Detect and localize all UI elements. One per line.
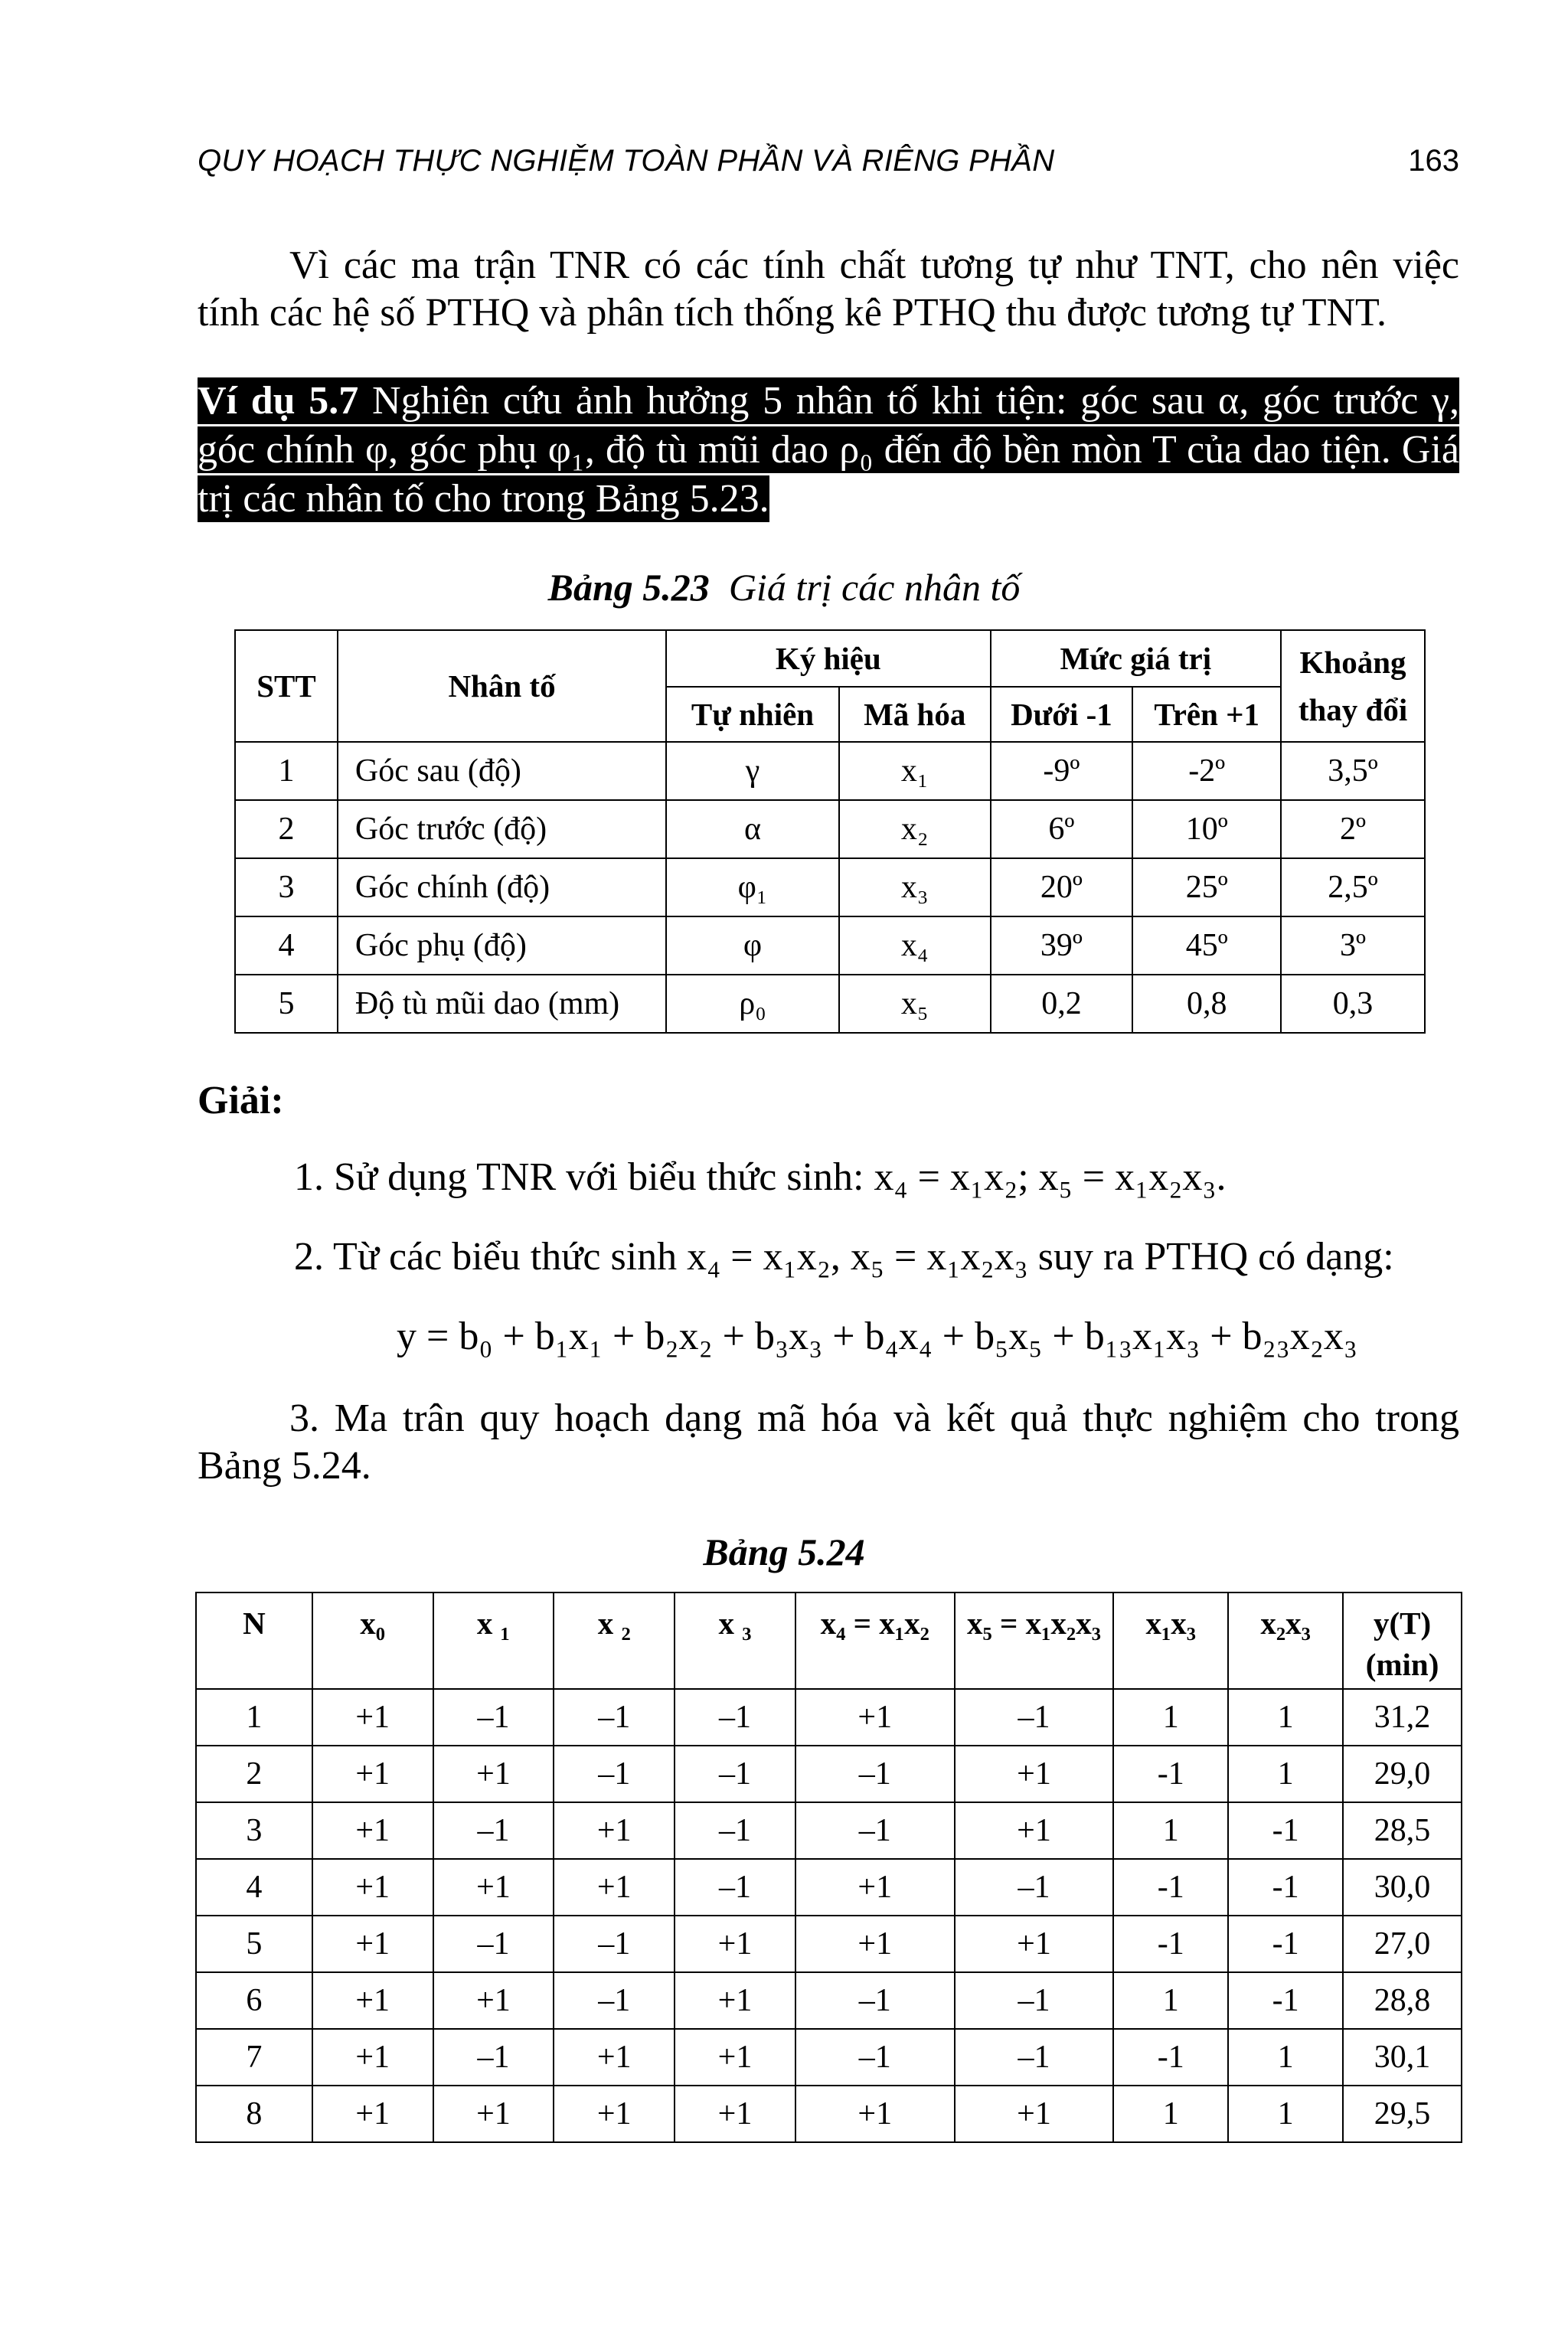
table-cell: 30,1 [1343, 2029, 1462, 2086]
table-cell: 5 [196, 1916, 312, 1972]
header-n: N [196, 1592, 312, 1689]
table-cell: +1 [675, 1972, 795, 2029]
table-cell: +1 [554, 1859, 675, 1916]
table-cell: 3 [196, 1802, 312, 1859]
table-cell: 1 [1228, 1746, 1343, 1802]
table2-caption-label: Bảng 5.24 [703, 1530, 865, 1573]
header-stt: STT [235, 630, 338, 742]
table1-caption [0, 565, 1568, 609]
cell-coded-symbol: x₃ [839, 858, 991, 916]
table-cell: –1 [675, 1802, 795, 1859]
table-cell: 27,0 [1343, 1916, 1462, 1972]
cell-factor-name: Độ tù mũi dao (mm) [338, 975, 666, 1033]
example-paragraph [198, 377, 1459, 524]
table-cell: -1 [1113, 2029, 1228, 2086]
table-cell: –1 [554, 1689, 675, 1746]
header-lower: Dưới -1 [991, 687, 1133, 742]
cell-natural-symbol: γ [666, 742, 839, 800]
table-cell: 6 [196, 1972, 312, 2029]
table-row [235, 858, 1425, 916]
header-natural: Tự nhiên [666, 687, 839, 742]
factor-table [234, 629, 1426, 1034]
table-row [235, 742, 1425, 800]
table-row [196, 1689, 1462, 1746]
table-cell: 8 [196, 2086, 312, 2142]
table-cell: 1 [1113, 1972, 1228, 2029]
table-cell: 1 [1113, 1802, 1228, 1859]
table-cell: +1 [312, 1972, 433, 2029]
table-cell: 1 [1228, 2029, 1343, 2086]
table-row [196, 1802, 1462, 1859]
table-cell: –1 [433, 1802, 554, 1859]
cell-coded-symbol: x₄ [839, 916, 991, 975]
table-row [196, 1746, 1462, 1802]
table-cell: +1 [675, 2029, 795, 2086]
example-text: Nghiên cứu ảnh hưởng 5 nhân tố khi tiện: góc sau α, góc trước γ, góc chính φ, góc phụ φ₁, độ tù mũi dao ρ₀ đến độ bền mòn T của dao tiện. Giá trị các nhân tố cho trong Bảng 5.23. [198, 379, 1459, 521]
cell-factor-name: Góc chính (độ) [338, 858, 666, 916]
cell-natural-symbol: φ₁ [666, 858, 839, 916]
table-cell: -1 [1113, 1916, 1228, 1972]
table-cell: 30,0 [1343, 1859, 1462, 1916]
table-cell: –1 [433, 1916, 554, 1972]
table-cell: +1 [554, 2029, 675, 2086]
cell-coded-symbol: x₁ [839, 742, 991, 800]
cell-factor-name: Góc trước (độ) [338, 800, 666, 858]
cell-lower: 0,2 [991, 975, 1133, 1033]
table-cell: 31,2 [1343, 1689, 1462, 1746]
table-cell: –1 [955, 2029, 1114, 2086]
table-cell: –1 [554, 1746, 675, 1802]
table-cell: +1 [433, 1859, 554, 1916]
cell-coded-symbol: x₂ [839, 800, 991, 858]
table-cell: +1 [795, 1689, 955, 1746]
header-range: Khoảng thay đổi [1281, 630, 1425, 742]
running-header: QUY HOẠCH THỰC NGHIỆM TOÀN PHẦN VÀ RIÊNG PHẦN [198, 144, 1055, 178]
table-cell: -1 [1228, 1972, 1343, 2029]
regression-equation: y = b₀ + b₁x₁ + b₂x₂ + b₃x₃ + b₄x₄ + b₅x₅ + b₁₃x₁x₃ + b₂₃x₂x₃ [397, 1315, 1358, 1358]
cell-range: 3,5º [1281, 742, 1425, 800]
table-cell: 1 [196, 1689, 312, 1746]
cell-stt: 2 [235, 800, 338, 858]
table-cell: +1 [795, 1916, 955, 1972]
table2-caption [0, 1530, 1568, 1574]
table-row [196, 2029, 1462, 2086]
table-row [196, 1972, 1462, 2029]
page-number: 163 [1408, 144, 1459, 178]
table-cell: +1 [554, 2086, 675, 2142]
table-cell: 28,5 [1343, 1802, 1462, 1859]
solution-step-2: 2. Từ các biểu thức sinh x₄ = x₁x₂, x₅ = x₁x₂x₃ suy ra PTHQ có dạng: [294, 1235, 1394, 1279]
table1-caption-text: Giá trị các nhân tố [728, 566, 1021, 609]
table-cell: –1 [675, 1746, 795, 1802]
table-cell: 1 [1228, 2086, 1343, 2142]
solution-step-3: 3. Ma trân quy hoạch dạng mã hóa và kết quả thực nghiệm cho trong Bảng 5.24. [198, 1396, 1459, 1488]
table-cell: 7 [196, 2029, 312, 2086]
table-cell: +1 [795, 1859, 955, 1916]
cell-upper: 10º [1132, 800, 1281, 858]
cell-lower: 39º [991, 916, 1133, 975]
table-row [235, 800, 1425, 858]
cell-range: 3º [1281, 916, 1425, 975]
table-cell: -1 [1228, 1916, 1343, 1972]
table-cell: +1 [675, 2086, 795, 2142]
table-cell: 2 [196, 1746, 312, 1802]
cell-stt: 1 [235, 742, 338, 800]
table-header-row [196, 1592, 1462, 1689]
table-cell: +1 [433, 1972, 554, 2029]
table-cell: +1 [433, 2086, 554, 2142]
cell-lower: 6º [991, 800, 1133, 858]
header-x5: x₅ = x₁x₂x₃ [955, 1592, 1114, 1689]
cell-lower: -9º [991, 742, 1133, 800]
table-cell: -1 [1228, 1859, 1343, 1916]
table1-caption-label: Bảng 5.23 [547, 566, 710, 609]
cell-natural-symbol: φ [666, 916, 839, 975]
table-cell: –1 [795, 2029, 955, 2086]
cell-natural-symbol: α [666, 800, 839, 858]
cell-upper: 45º [1132, 916, 1281, 975]
table-cell: -1 [1113, 1746, 1228, 1802]
table-cell: –1 [795, 1972, 955, 2029]
header-factor: Nhân tố [338, 630, 666, 742]
cell-coded-symbol: x₅ [839, 975, 991, 1033]
table-cell: -1 [1113, 1859, 1228, 1916]
table-cell: +1 [433, 1746, 554, 1802]
table-cell: +1 [795, 2086, 955, 2142]
header-x1x3: x₁x₃ [1113, 1592, 1228, 1689]
header-x0: x₀ [312, 1592, 433, 1689]
cell-factor-name: Góc phụ (độ) [338, 916, 666, 975]
table-cell: +1 [675, 1916, 795, 1972]
table-cell: –1 [955, 1859, 1114, 1916]
cell-upper: 0,8 [1132, 975, 1281, 1033]
cell-upper: 25º [1132, 858, 1281, 916]
table-row [196, 1859, 1462, 1916]
table-cell: –1 [433, 1689, 554, 1746]
table-cell: –1 [795, 1746, 955, 1802]
table-cell: 1 [1228, 1689, 1343, 1746]
table-cell: 4 [196, 1859, 312, 1916]
table-row [235, 975, 1425, 1033]
table-cell: +1 [312, 1859, 433, 1916]
cell-stt: 3 [235, 858, 338, 916]
table-row [196, 1916, 1462, 1972]
cell-range: 2º [1281, 800, 1425, 858]
solution-heading: Giải: [198, 1079, 284, 1122]
table-cell: 1 [1113, 2086, 1228, 2142]
table-cell: 28,8 [1343, 1972, 1462, 2029]
header-x2x3: x₂x₃ [1228, 1592, 1343, 1689]
example-label: Ví dụ 5.7 [198, 379, 359, 423]
header-x3: x ₃ [675, 1592, 795, 1689]
table-row [196, 2086, 1462, 2142]
cell-range: 2,5º [1281, 858, 1425, 916]
table-cell: +1 [554, 1802, 675, 1859]
table-cell: +1 [312, 1916, 433, 1972]
table-cell: +1 [955, 1916, 1114, 1972]
header-symbol: Ký hiệu [666, 630, 990, 687]
design-matrix-table [195, 1592, 1462, 2143]
cell-natural-symbol: ρ₀ [666, 975, 839, 1033]
header-level: Mức giá trị [991, 630, 1282, 687]
header-coded: Mã hóa [839, 687, 991, 742]
table-cell: +1 [955, 2086, 1114, 2142]
table-cell: –1 [675, 1689, 795, 1746]
cell-range: 0,3 [1281, 975, 1425, 1033]
table-cell: 1 [1113, 1689, 1228, 1746]
table-cell: +1 [312, 1689, 433, 1746]
header-y: y(T) (min) [1343, 1592, 1462, 1689]
table-cell: 29,5 [1343, 2086, 1462, 2142]
table-cell: +1 [312, 1802, 433, 1859]
table-cell: –1 [955, 1972, 1114, 2029]
table-cell: +1 [955, 1802, 1114, 1859]
cell-stt: 5 [235, 975, 338, 1033]
table-cell: +1 [312, 2029, 433, 2086]
table-cell: –1 [554, 1972, 675, 2029]
table-cell: -1 [1228, 1802, 1343, 1859]
intro-paragraph: Vì các ma trận TNR có các tính chất tương tự như TNT, cho nên việc tính các hệ số PTHQ và phân tích thống kê PTHQ thu được tương tự TNT. [198, 243, 1459, 335]
table-cell: +1 [312, 1746, 433, 1802]
cell-stt: 4 [235, 916, 338, 975]
cell-upper: -2º [1132, 742, 1281, 800]
cell-lower: 20º [991, 858, 1133, 916]
header-x2: x ₂ [554, 1592, 675, 1689]
table-cell: 29,0 [1343, 1746, 1462, 1802]
cell-factor-name: Góc sau (độ) [338, 742, 666, 800]
header-upper: Trên +1 [1132, 687, 1281, 742]
solution-step-1: 1. Sử dụng TNR với biểu thức sinh: x₄ = x₁x₂; x₅ = x₁x₂x₃. [294, 1155, 1227, 1199]
header-x4: x₄ = x₁x₂ [795, 1592, 955, 1689]
table-cell: –1 [433, 2029, 554, 2086]
table-cell: +1 [955, 1746, 1114, 1802]
table-cell: –1 [795, 1802, 955, 1859]
table-cell: –1 [675, 1859, 795, 1916]
table-cell: +1 [312, 2086, 433, 2142]
table-row [235, 916, 1425, 975]
table-cell: –1 [554, 1916, 675, 1972]
header-x1: x ₁ [433, 1592, 554, 1689]
table-cell: –1 [955, 1689, 1114, 1746]
